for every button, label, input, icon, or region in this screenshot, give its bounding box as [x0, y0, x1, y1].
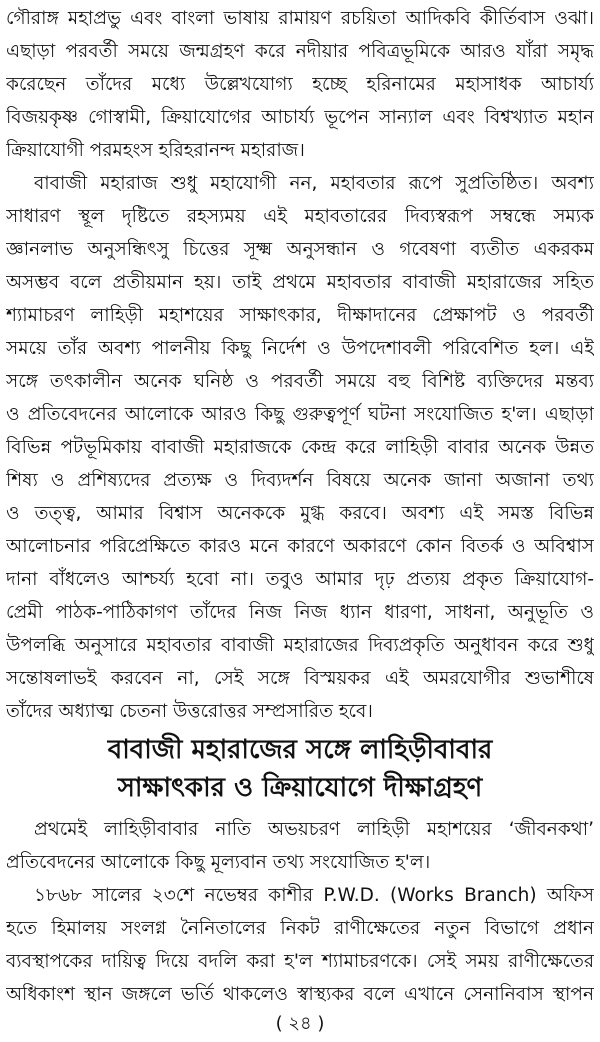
- text-line: অধিকাংশ স্থান জঙ্গলে ভর্তি থাকলেও স্বাস্থ্যকর বলে এখানে সেনানিবাস স্থাপন: [6, 984, 594, 1005]
- text-line: গৌরাঙ্গ মহাপ্রভু এবং বাংলা ভাষায় রামায়ণ রচয়িতা আদিকবি কীর্তিবাস ওঝা।: [6, 8, 594, 29]
- text-line: আলোচনার পরিপ্রেক্ষিতে কারও মনে কারণে অকারণে কোন বিতর্ক ও অবিশ্বাস: [6, 536, 594, 557]
- section-heading: সাক্ষাৎকার ও ক্রিয়াযোগে দীক্ষাগ্রহণ: [117, 773, 483, 803]
- text-line: তাঁদের অধ্যাত্ম চেতনা উত্তরোত্তর সম্প্রসারিত হবে।: [6, 701, 373, 722]
- text-line: হতে হিমালয় সংলগ্ন নৈনিতালের নিকট রাণীক্ষেতের নতুন বিভাগে প্রধান: [6, 918, 594, 939]
- text-line: ব্যবস্থাপকের দায়িত্ব দিয়ে বদলি করা হ'ল শ্যামাচরণকে। সেই সময় রাণীক্ষেতের: [6, 951, 594, 972]
- text-line: প্রতিবেদনের আলোকে কিছু মূল্যবান তথ্য সংযোজিত হ'ল।: [6, 852, 431, 873]
- text-line: বিভিন্ন পটভূমিকায় বাবাজী মহারাজকে কেন্দ্র করে লাহিড়ী বাবার অনেক উন্নত: [6, 437, 594, 458]
- text-line: করেছেন তাঁদের মধ্যে উল্লেখযোগ্য হচ্ছে হরিনামের মহাসাধক আচার্য্য: [6, 74, 594, 95]
- text-line: ও প্রতিবেদনের আলোকে আরও কিছু গুরুত্বপূর্ণ ঘটনা সংযোজিত হ'ল। এছাড়া: [6, 404, 594, 425]
- text-line: প্রেমী পাঠক-পাঠিকাগণ তাঁদের নিজ নিজ ধ্যান ধারণা, সাধনা, অনুভূতি ও: [6, 602, 594, 623]
- text-line: ও তত্ত্ব, আমার বিশ্বাস অনেককে মুগ্ধ করবে। অবশ্য এই সমস্ত বিভিন্ন: [6, 503, 594, 524]
- page-number: ( ২৪ ): [275, 1013, 325, 1034]
- section-heading: বাবাজী মহারাজের সঙ্গে লাহিড়ীবাবার: [107, 735, 493, 765]
- text-line: উপলব্ধি অনুসারে মহাবতার বাবাজী মহারাজের দিব্যপ্রকৃতি অনুধাবন করে শুধু: [6, 635, 594, 656]
- text-line: দানা বাঁধলেও আশ্চর্য্য হবো না। তবুও আমার দৃঢ় প্রত্যয় প্রকৃত ক্রিয়াযোগ-: [6, 569, 594, 590]
- text-line: জ্ঞানলাভ অনুসন্ধিৎসু চিত্তের সূক্ষ্ম অনুসন্ধান ও গবেষণা ব্যতীত একরকম: [6, 239, 594, 260]
- text-line: সাধারণ স্থূল দৃষ্টিতে রহস্যময় এই মহাবতারের দিব্যস্বরূপ সম্বন্ধে সম্যক: [6, 206, 594, 227]
- text-line: সময়ে তাঁর অবশ্য পালনীয় কিছু নির্দেশ ও উপদেশাবলী পরিবেশিত হল। এই: [6, 338, 594, 359]
- text-line: সঙ্গে তৎকালীন অনেক ঘনিষ্ঠ ও পরবর্তী সময়ে বহু বিশিষ্ট ব্যক্তিদের মন্তব্য: [6, 371, 594, 392]
- text-line: শ্যামাচরণ লাহিড়ী মহাশয়ের সাক্ষাৎকার, দীক্ষাদানের প্রেক্ষাপট ও পরবর্তী: [6, 305, 594, 326]
- text-line: এছাড়া পরবর্তী সময়ে জন্মগ্রহণ করে নদীয়ার পবিত্রভূমিকে আরও যাঁরা সমৃদ্ধ: [6, 41, 594, 62]
- text-line: বিজয়কৃষ্ণ গোস্বামী, ক্রিয়াযোগের আচার্য্য ভূপেন সান্যাল এবং বিশ্বখ্যাত মহান: [6, 107, 594, 128]
- text-line: অসম্ভব বলে প্রতীয়মান হয়। তাই প্রথমে মহাবতার বাবাজী মহারাজের সহিত: [6, 272, 594, 293]
- text-line: সন্তোষলাভই করবেন না, সেই সঙ্গে বিস্ময়কর এই অমরযোগীর শুভাশীষে: [6, 668, 594, 689]
- text-line: বাবাজী মহারাজ শুধু মহাযোগী নন, মহাবতার রূপে সুপ্রতিষ্ঠিত। অবশ্য: [34, 173, 594, 194]
- text-line: ১৮৬৮ সালের ২৩শে নভেম্বর কাশীর P.W.D. (Works Branch) অফিস: [34, 885, 594, 906]
- text-line: প্রথমেই লাহিড়ীবাবার নাতি অভয়চরণ লাহিড়ী মহাশয়ের ‘জীবনকথা’: [34, 819, 594, 840]
- text-line: শিষ্য ও প্রশিষ্যদের প্রত্যক্ষ ও দিব্যদর্শন বিষয়ে অনেক জানা অজানা তথ্য: [6, 470, 594, 491]
- text-line: ক্রিয়াযোগী পরমহংস হরিহরানন্দ মহারাজ।: [6, 140, 305, 161]
